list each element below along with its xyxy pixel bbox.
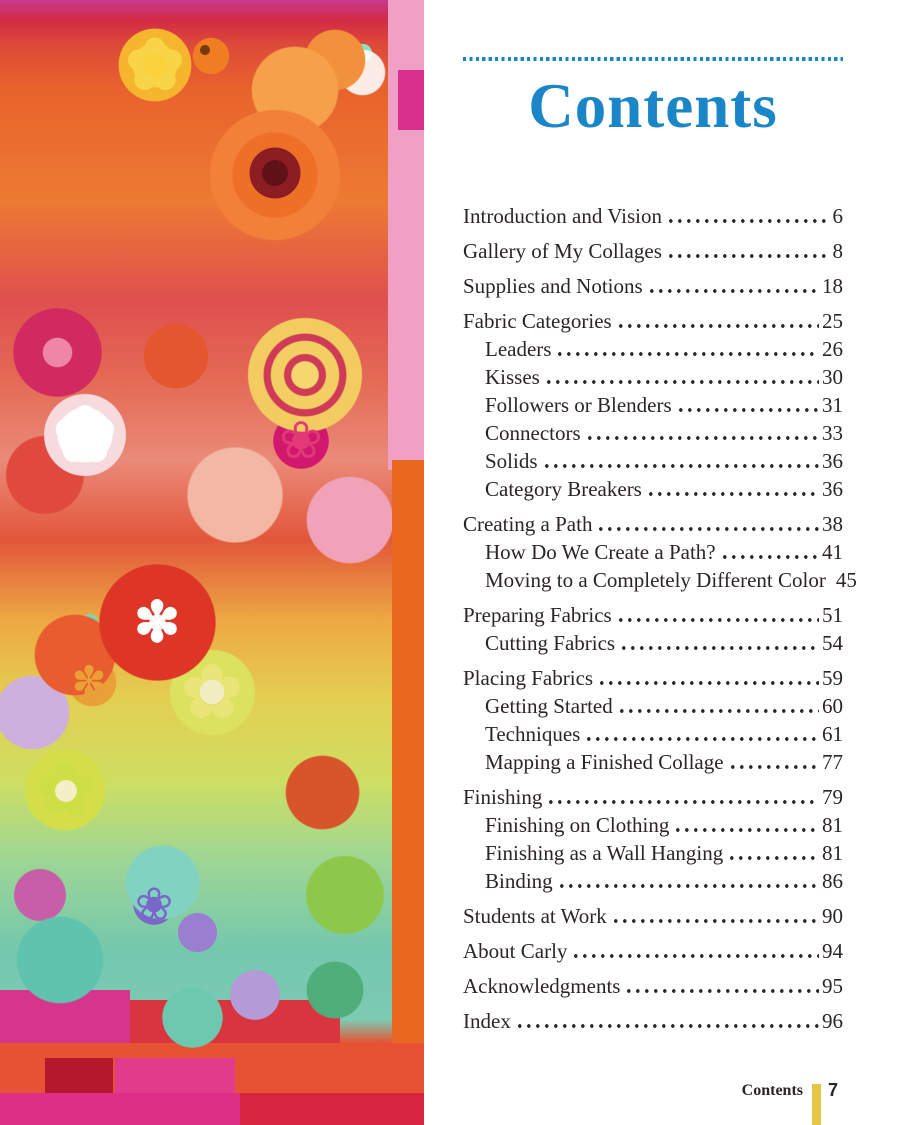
toc-entry xyxy=(463,748,843,776)
flower-icon: ✿ xyxy=(232,963,278,1026)
dot-leader xyxy=(730,856,819,860)
toc-entry-label: Finishing as a Wall Hanging xyxy=(485,841,724,865)
dot-leader xyxy=(649,492,819,496)
footer-section-label: Contents xyxy=(741,1082,803,1099)
toc-entry-page-number: 81 xyxy=(822,813,843,837)
dotted-divider xyxy=(463,57,843,61)
dot-leader xyxy=(588,436,819,440)
toc-entry xyxy=(463,335,843,363)
toc-entry-label: Getting Started xyxy=(485,694,613,718)
toc-entry-label: Creating a Path xyxy=(463,512,593,536)
toc-entry-page-number: 41 xyxy=(822,540,843,564)
toc-entry xyxy=(463,902,843,930)
dot-leader xyxy=(619,324,819,328)
toc-entry-label: Gallery of My Collages xyxy=(463,239,662,263)
toc-entry xyxy=(463,391,843,419)
page-title: Contents xyxy=(528,71,778,141)
dot-leader xyxy=(627,989,819,993)
toc-entry-label: Mapping a Finished Collage xyxy=(485,750,724,774)
toc-entry-page-number: 38 xyxy=(822,512,843,536)
toc-entry xyxy=(463,475,843,503)
toc-entry-label: About Carly xyxy=(463,939,568,963)
dot-leader xyxy=(620,709,819,713)
dot-leader xyxy=(545,464,819,468)
toc-entry xyxy=(463,664,843,692)
toc-entry xyxy=(463,538,843,566)
toc-entry xyxy=(463,272,843,300)
dot-leader xyxy=(669,219,830,223)
toc-entry-label: Fabric Categories xyxy=(463,309,612,333)
flower-icon: ✿ xyxy=(34,748,96,832)
toc-entry-page-number: 61 xyxy=(822,722,843,746)
toc-entry-label: Finishing xyxy=(463,785,543,809)
toc-entry xyxy=(463,419,843,447)
dot-leader xyxy=(619,618,819,622)
toc-entry-label: Students at Work xyxy=(463,904,607,928)
toc-entry-label: How Do We Create a Path? xyxy=(485,540,716,564)
toc-entry-label: Introduction and Vision xyxy=(463,204,662,228)
toc-entry-label: Index xyxy=(463,1009,511,1033)
toc-entry-label: Moving to a Completely Different Color xyxy=(485,568,826,592)
toc-entry-page-number: 79 xyxy=(822,785,843,809)
toc-entry-label: Techniques xyxy=(485,722,581,746)
toc-entry xyxy=(463,839,843,867)
dot-leader xyxy=(587,737,819,741)
toc-entry xyxy=(463,363,843,391)
dot-leader xyxy=(549,800,819,804)
dot-leader xyxy=(547,380,819,384)
toc-entry xyxy=(463,237,843,265)
toc-entry xyxy=(463,867,843,895)
toc-entry-label: Cutting Fabrics xyxy=(485,631,616,655)
toc-entry-label: Finishing on Clothing xyxy=(485,813,670,837)
toc-entry-label: Placing Fabrics xyxy=(463,666,594,690)
toc-entry-label: Supplies and Notions xyxy=(463,274,643,298)
toc-entry-page-number: 77 xyxy=(822,750,843,774)
toc-entry-label: Connectors xyxy=(485,421,581,445)
toc-entry-label: Kisses xyxy=(485,365,540,389)
toc-entry-label: Preparing Fabrics xyxy=(463,603,612,627)
toc-entry-page-number: 8 xyxy=(832,239,843,263)
toc-entry xyxy=(463,720,843,748)
toc-entry xyxy=(463,972,843,1000)
footer-accent-bar xyxy=(812,1084,821,1125)
toc-entry-page-number: 31 xyxy=(822,393,843,417)
toc-entry-page-number: 26 xyxy=(822,337,843,361)
toc-entry-page-number: 59 xyxy=(822,666,843,690)
dot-leader xyxy=(723,555,819,559)
toc-entry-page-number: 36 xyxy=(822,449,843,473)
toc-entry-page-number: 18 xyxy=(822,274,843,298)
toc-entry-label: Acknowledgments xyxy=(463,974,621,998)
toc-entry xyxy=(463,811,843,839)
toc-entry xyxy=(463,307,843,335)
flower-icon: ✽ xyxy=(71,657,107,706)
toc-entry xyxy=(463,566,857,594)
flower-icon: ❀ xyxy=(279,411,323,471)
toc-entry-label: Leaders xyxy=(485,337,552,361)
toc-entry-page-number: 45 xyxy=(835,568,857,592)
flower-icon: ❀ xyxy=(51,388,119,481)
dot-leader xyxy=(676,828,819,832)
toc-entry xyxy=(463,937,843,965)
dot-leader xyxy=(669,254,830,258)
toc-entry-label: Solids xyxy=(485,449,538,473)
dot-leader xyxy=(560,884,819,888)
toc-entry-page-number: 94 xyxy=(822,939,843,963)
dot-leader xyxy=(622,646,819,650)
dot-leader xyxy=(650,289,819,293)
toc-entry-page-number: 54 xyxy=(822,631,843,655)
toc-entry xyxy=(463,447,843,475)
toc-entry xyxy=(463,1007,843,1035)
toc-entry xyxy=(463,783,843,811)
toc-entry-page-number: 90 xyxy=(822,904,843,928)
flower-icon: ✿ xyxy=(123,22,187,108)
quilt-collage-image xyxy=(0,0,424,1125)
toc-entry-label: Followers or Blenders xyxy=(485,393,672,417)
toc-entry xyxy=(463,510,843,538)
toc-entry-page-number: 6 xyxy=(832,204,843,228)
toc-entry-page-number: 60 xyxy=(822,694,843,718)
toc-entry xyxy=(463,692,843,720)
toc-entry-label: Binding xyxy=(485,869,553,893)
toc-entry-page-number: 36 xyxy=(822,477,843,501)
footer-page-number: 7 xyxy=(827,1080,838,1100)
dot-leader xyxy=(599,527,819,531)
contents-column xyxy=(463,0,857,1035)
dot-leader xyxy=(574,954,819,958)
dot-leader xyxy=(600,681,819,685)
toc-entry-page-number: 33 xyxy=(822,421,843,445)
toc-entry-page-number: 51 xyxy=(822,603,843,627)
dot-leader xyxy=(558,352,819,356)
dot-leader xyxy=(731,765,819,769)
toc-entry-page-number: 81 xyxy=(822,841,843,865)
toc-list xyxy=(463,202,857,1035)
flower-icon: ✿ xyxy=(180,647,244,736)
toc-entry xyxy=(463,202,843,230)
toc-entry-page-number: 96 xyxy=(822,1009,843,1033)
toc-entry-page-number: 25 xyxy=(822,309,843,333)
flower-icon: ❀ xyxy=(134,877,174,931)
toc-entry-page-number: 86 xyxy=(822,869,843,893)
toc-entry xyxy=(463,629,843,657)
dot-leader xyxy=(518,1024,819,1028)
toc-entry-label: Category Breakers xyxy=(485,477,642,501)
toc-entry xyxy=(463,601,843,629)
toc-entry-page-number: 30 xyxy=(822,365,843,389)
toc-entry-page-number: 95 xyxy=(822,974,843,998)
flower-icon: ✽ xyxy=(132,588,182,656)
dot-leader xyxy=(679,408,819,412)
dot-leader xyxy=(614,919,819,923)
